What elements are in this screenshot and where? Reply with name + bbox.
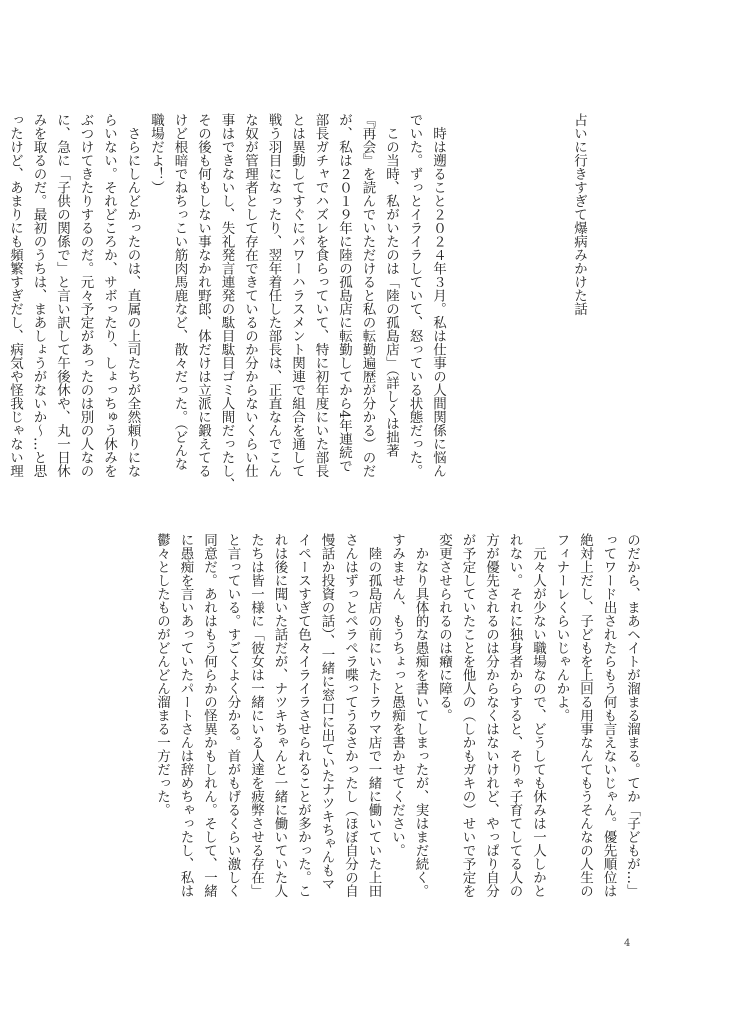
- text-line: 陸の孤島店の前にいたトラウマ店で一緒に働いていた上田: [365, 533, 382, 898]
- text-line: が、私は２０１９年に陸の孤島店に転勤してから4年連続で: [336, 113, 352, 473]
- text-line: かなり具体的な愚痴を書いてしまったが、実はまだ続く。: [412, 533, 429, 898]
- text-line: と言っている。すごくよく分かる。首がもげるくらい激しく: [224, 533, 241, 898]
- text-line: れは後に聞いた話だが、ナツキちゃんと一緒に働いていた人: [271, 533, 288, 898]
- text-line: けど根暗でねちっこい筋肉馬鹿など、散々だった。（どんな: [171, 113, 188, 471]
- text-line: 戦う羽目になったり、翌年着任した部長は、正直なんでこん: [265, 113, 282, 478]
- text-line: でいた。ずっとイライラしていて、怒っている状態だった。: [406, 113, 423, 478]
- chapter-title: 占いに行きすぎて爆病みかけた話: [571, 113, 587, 316]
- text-line: のだから、まあヘイトが溜まる溜まる。てか「子どもが…」: [624, 533, 640, 898]
- text-line: たちは皆一様に「彼女は一緒にいる人達を疲弊させる存在」: [248, 533, 264, 898]
- text-line: [0, 113, 3, 497]
- page-number: 4: [624, 938, 631, 949]
- text-line: この当時、私がいたのは「陸の孤島店」（詳しくは拙著: [383, 113, 399, 458]
- lower-text-block: [149, 533, 643, 917]
- text-line: 『再会』を読んでいただけると私の転勤遍歴が分かる）のだ: [359, 113, 376, 478]
- text-line: フィナーレくらいじゃんかよ。: [553, 533, 570, 722]
- text-line: 慢話か投資の話）、一緒に窓口に出ていたナツキちゃんもマ: [318, 533, 335, 891]
- text-line: すみません、もうちょっと愚痴を書かせてください。: [389, 533, 405, 857]
- text-line: さんはずっとペラペラ喋ってうるさかったし（ほぼ自分の自: [342, 533, 358, 898]
- text-line: れない。それに独身者からすると、そりゃ子育てしてる人の: [506, 533, 523, 898]
- text-line: に愚痴を言いあっていたパートさんは辞めちゃったし、私は: [177, 533, 194, 898]
- text-line: 部長ガチャでハズレを食らっていて、特に初年度にいた部長: [312, 113, 329, 478]
- text-line: に、急に「子供の関係で」と言い訳して午後休や、丸一日休: [54, 113, 70, 478]
- text-line: 元々人が少ない職場なので、どうしても休みは一人しかと: [530, 533, 546, 898]
- text-line: 同意だ。あれはもう何らかの怪異かもしれん。そして、一緒: [201, 533, 217, 898]
- text-line: とは異動してすぐにパワーハラスメント関連で組合を通して: [289, 113, 305, 478]
- text-line: その後も何もしない事なかれ野郎、体だけは立派に鍛えてる: [195, 113, 211, 478]
- text-line: さらにしんどかったのは、直属の上司たちが全然頼りにな: [124, 113, 141, 478]
- text-line: ってワード出されたらもう何も言えないじゃん。優先順位は: [600, 533, 617, 898]
- text-line: イペースすぎて色々イライラさせられることが多かった。こ: [295, 533, 311, 898]
- text-line: 変更させられるのは癪に障る。: [436, 533, 452, 722]
- text-line: 鬱々としたものがどんどん溜まる一方だった。: [154, 533, 170, 817]
- text-line: 事はできないし、失礼発言連発の駄目駄目ゴミ人間だったし、: [218, 113, 235, 491]
- text-line: 方が優先されるのは分からなくはないけれど、やっぱり自分: [483, 533, 499, 898]
- text-line: 絶対上だし、子どもを上回る用事なんてもうそんなの人生の: [577, 533, 593, 898]
- text-line: ったけど、あまりにも頻繁すぎだし、病気や怪我じゃない理: [7, 113, 23, 478]
- text-line: 職場だよ！）: [148, 113, 164, 194]
- text-line: が予定していたことを他人の（しかもガキの）せいで予定を: [459, 533, 476, 898]
- text-line: 時は遡ること２０２４年３月。私は仕事の人間関係に悩ん: [430, 113, 446, 478]
- text-line: らいない。それどころか、サボったり、しょっちゅう休みを: [101, 113, 117, 478]
- text-line: みを取るのだ。最初のうちは、まあしょうがないか〜…と思: [30, 113, 47, 478]
- text-line: な奴が管理者として存在できているのか分からないくらい仕: [242, 113, 258, 478]
- text-line: ぶつけてきたりするのだ。元々予定があったのは別の人なの: [77, 113, 94, 478]
- upper-text-block: [7, 113, 637, 497]
- title-spacer: [496, 113, 520, 497]
